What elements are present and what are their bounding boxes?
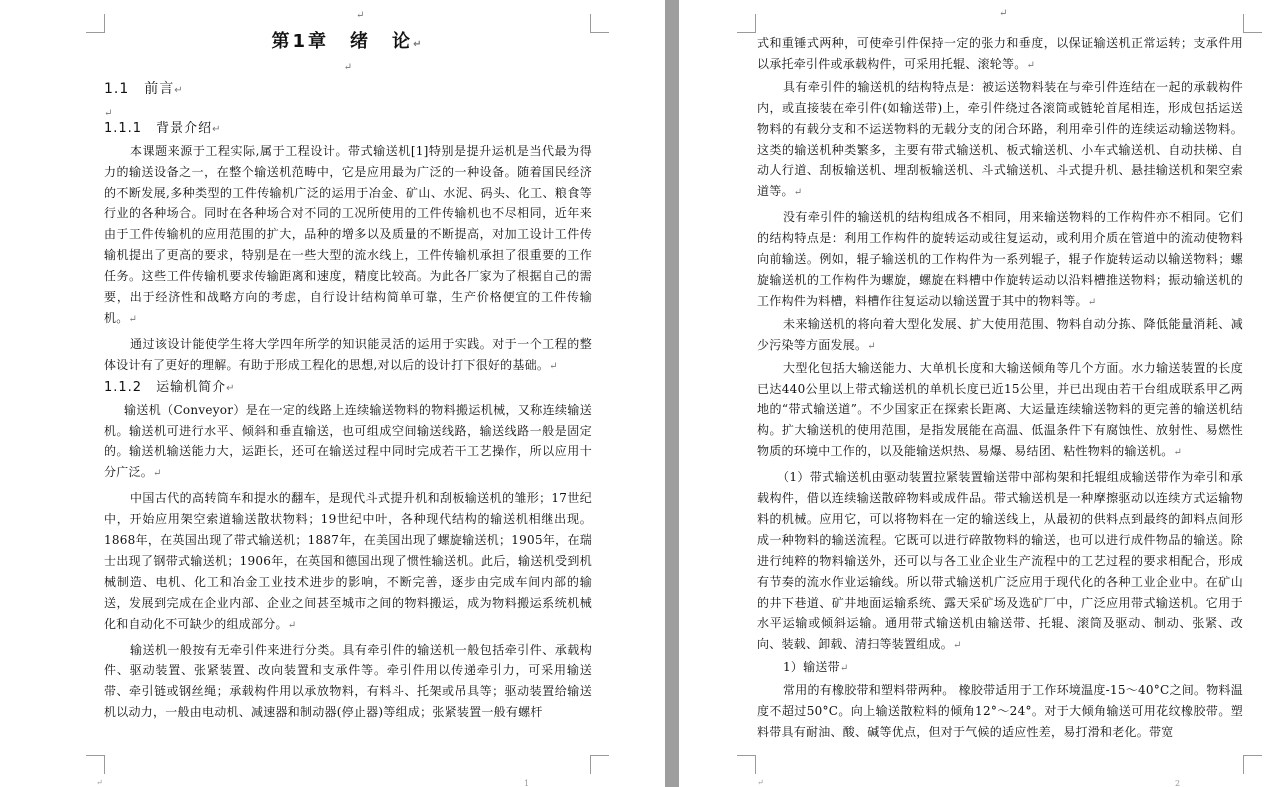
paragraph-mark: ↵ xyxy=(839,663,849,675)
margin-corner-top-right xyxy=(590,14,609,33)
margin-corner-top-right xyxy=(1243,14,1262,33)
paragraph-mark: ↵ xyxy=(867,340,876,352)
paragraph-text: 具有牵引件的输送机的结构特点是：被运送物料装在与牵引件连结在一起的承载构件内，或直接装在牵引件(如输送带)上，牵引件绕过各滚筒或链轮首尾相连，形成包括运送物料的有载分支和不运送物料的无载分支的闭合环路，利用牵引件的连续运动输送物料。这类的输送机种类繁多，主要有带式输送机、板式输送机、小车式输送机、自动扶梯、自动人行道、刮板输送机、埋刮板输送机、斗式输送机、斗式提升机、悬挂输送机和架空索道等。 xyxy=(757,79,1243,199)
paragraph-mark: ↵ xyxy=(212,123,222,135)
heading-background[interactable] xyxy=(104,119,592,141)
paragraph-design[interactable] xyxy=(104,334,592,378)
heading-belt[interactable] xyxy=(757,657,1243,680)
page-number: 2 xyxy=(1175,779,1181,787)
paragraph-text: 没有牵引件的输送机的结构组成各不相同，用来输送物料的工作构件亦不相同。它们的结构特点是：利用工作构件的旋转运动或往复运动，或利用介质在管道中的流动使物料向前输送。例如，辊子输送机的工作构件为一系列辊子，辊子作旋转运动以输送物料；螺旋输送机的工作构件为螺旋，螺旋在料槽中作旋转运动以沿料槽推送物料；振动输送机的工作构件为料槽，料槽作往复运动以输送置于其中的物料等。 xyxy=(757,210,1243,308)
paragraph-mark: ↵ xyxy=(1173,447,1183,459)
paragraph-mark: ↵ xyxy=(226,382,236,394)
heading-text: 1.1 前言 xyxy=(104,80,175,97)
top-empty-paragraph xyxy=(104,0,592,32)
paragraph-text: 通过该设计能使学生将大学四年所学的知识能灵活的运用于实践。对于一个工程的整体设计有了更好的理解。有助于形成工程化的思想,对以后的设计打下很好的基础。 xyxy=(104,336,592,372)
page-2-body[interactable] xyxy=(757,33,1243,743)
paragraph-text: 中国古代的高转筒车和提水的翻车，是现代斗式提升机和刮板输送机的雏形；17世纪中，开始应用架空索道输送散状物料；19世纪中叶，各种现代结构的输送机相继出现。1868年，在英国出现了带式输送机；1887年，在美国出现了螺旋输送机；1905年，在瑞士出现了钢带式输送机；1906年，在英国和德国出现了惯性输送机。此后，输送机受到机械制造、电机、化工和冶金工业技术进步的影响，不断完善，逐步由完成车间内部的输送，发展到完成在企业内部、企业之间甚至城市之间的物料搬运，成为物料搬运系统机械化和自动化不可缺少的组成部分。 xyxy=(104,491,592,631)
paragraph-large-scale[interactable] xyxy=(757,358,1243,465)
paragraph-text: 未来输送机的将向着大型化发展、扩大使用范围、物料自动分拣、降低能量消耗、减少污染等方面发展。 xyxy=(757,316,1243,352)
heading-text: 1.1.2 运输机简介 xyxy=(104,379,227,395)
paragraph-mark: ↵ xyxy=(1087,296,1097,308)
chapter-title[interactable] xyxy=(104,32,592,56)
margin-corner-bottom-right xyxy=(1243,755,1262,774)
paragraph-classification[interactable] xyxy=(104,640,592,724)
paragraph-mark: ↵ xyxy=(174,84,184,96)
margin-corner-bottom-left xyxy=(737,755,756,774)
paragraph-text: 式和重锤式两种，可使牵引件保持一定的张力和垂度，以保证输送机正常运转；支承件用以承托牵引件或承载构件，可采用托辊、滚轮等。 xyxy=(757,36,1243,71)
paragraph-background[interactable] xyxy=(104,141,592,331)
paragraph-text: （1）带式输送机由驱动装置拉紧装置输送带中部构架和托辊组成输送带作为牵引和承载构件，借以连续输送散碎物料或成件品。带式输送机是一种摩擦驱动以连续方式运输物料的机械。应用它，可以将物料在一定的输送线上，从最初的供料点到最终的卸料点间形成一种物料的输送流程。它既可以进行碎散物料的输送，也可以进行成件物品的输送。除进行纯粹的物料输送外，还可以与各工业企业生产流程中的工艺过程的要求相配合，形成有节奏的流水作业运输线。所以带式输送机广泛应用于现代化的各种工业企业中。在矿山的井下巷道、矿井地面运输系统、露天采矿场及选矿厂中，广泛应用带式输送机。它用于水平运输或倾斜运输。通用带式输送机由输送带、托辊、滚筒及驱动、制动、张紧、改向、装载、卸载、清扫等装置组成。 xyxy=(757,470,1243,652)
margin-corner-top-left xyxy=(86,14,105,33)
paragraph-without-traction[interactable] xyxy=(757,207,1243,314)
paragraph-future[interactable] xyxy=(757,314,1243,358)
paragraph-mark: ↵ xyxy=(356,10,365,21)
empty-paragraph xyxy=(104,56,592,73)
margin-corner-top-left xyxy=(737,14,756,33)
paragraph-belt-conveyor[interactable] xyxy=(757,467,1243,657)
paragraph-tape[interactable] xyxy=(757,680,1243,743)
paragraph-text: 常用的有橡胶带和塑料带两种。 橡胶带适用于工作环境温度-15～40°C之间。物料温度不超过50°C。向上输送散粒料的倾角12°～24°。对于大倾角输送可用花纹橡胶带。塑料带具有耐油、酸、碱等优点，但对于气候的适应性差，易打滑和老化。带宽 xyxy=(757,683,1243,739)
paragraph-text: 输送机一般按有无牵引件来进行分类。具有牵引件的输送机一般包括牵引件、承载构件、驱动装置、张紧装置、改向装置和支承件等。牵引件用以传递牵引力，可采用输送带、牵引链或钢丝绳；承载构件用以承放物料，有料斗、托架或吊具等；驱动装置给输送机以动力，一般由电动机、减速器和制动器(停止器)等组成；张紧装置一般有螺杆 xyxy=(104,642,592,720)
page-gap xyxy=(665,0,679,787)
paragraph-mark: ↵ xyxy=(413,39,425,50)
heading-text: 1）输送带 xyxy=(783,660,840,675)
heading-text: 1.1.1 背景介绍 xyxy=(104,120,213,136)
paragraph-with-traction[interactable] xyxy=(757,77,1243,204)
footer-paragraph-mark: ↵ xyxy=(757,778,764,787)
chapter-title-text: 第1章 绪 论 xyxy=(271,31,414,52)
header-paragraph-mark: ↵ xyxy=(999,8,1008,19)
paragraph-mark: ↵ xyxy=(343,61,353,73)
paragraph-history[interactable] xyxy=(104,488,592,636)
paragraph-conveyor[interactable] xyxy=(104,400,592,486)
paragraph-mark: ↵ xyxy=(104,107,113,119)
paragraph-mark: ↵ xyxy=(128,313,138,325)
paragraph-mark: ↵ xyxy=(153,468,162,480)
paragraph-text: 输送机（Conveyor）是在一定的线路上连续输送物料的物料搬运机械，又称连续输送机。输送机可进行水平、倾斜和垂直输送，也可组成空间输送线路，输送线路一般是固定的。输送机输送能力大，运距长，还可在输送过程中同时完成若干工艺操作，所以应用十分广泛。 xyxy=(104,402,592,480)
document-page-2[interactable] xyxy=(679,0,1276,787)
paragraph-text: 本课题来源于工程实际,属于工程设计。带式输送机[1]特别是提升运机是当代最为得力的输送设备之一，在整个输送机范畴中，它是应用最为广泛的一种设备。随着国民经济的不断发展,多种类型的工件传输机广泛的运用于冶金、矿山、水泥、码头、化工、粮食等行业的各种场合。同时在各种场合对不同的工况所使用的工件传输机也不尽相同，近年来由于工件传输机的应用范围的扩大，品种的增多以及质量的不断提高，对加工设计工件传输机提出了更高的要求，特别是在一些大型的流水线上，工件传输机承担了很重要的工作任务。这些工件传输机要求传输距离和速度，精度比较高。为此各厂家为了根据自己的需要，出于经济性和战略方向的考虑，自行设计结构简单可靠，生产价格便宜的工件传输机。 xyxy=(104,143,592,325)
page-number: 1 xyxy=(524,779,530,787)
empty-paragraph xyxy=(104,102,592,119)
paragraph-mark: ↵ xyxy=(287,619,297,631)
heading-conveyor-intro[interactable] xyxy=(104,378,592,400)
page-1-body[interactable] xyxy=(104,0,592,723)
paragraph-mark: ↵ xyxy=(549,360,558,372)
paragraph-mark: ↵ xyxy=(793,187,803,199)
margin-corner-bottom-left xyxy=(86,755,105,774)
paragraph-mark: ↵ xyxy=(953,640,962,652)
heading-preface[interactable] xyxy=(104,79,592,102)
footer-paragraph-mark: ↵ xyxy=(96,778,103,787)
paragraph-text: 大型化包括大输送能力、大单机长度和大输送倾角等几个方面。水力输送装置的长度已达440公里以上带式输送机的单机长度已近15公里，并已出现由若干台组成联系甲乙两地的“带式输送道”。不少国家正在探索长距离、大运量连续输送物料的更完善的输送机结构。扩大输送机的使用范围，是指发展能在高温、低温条件下有腐蚀性、放射性、易燃性物质的环境中工作的，以及能输送炽热、易爆、易结团、粘性物料的输送机。 xyxy=(757,360,1243,459)
paragraph-mark: ↵ xyxy=(1026,59,1036,71)
margin-corner-bottom-right xyxy=(590,755,609,774)
paragraph-continued[interactable] xyxy=(757,33,1243,77)
